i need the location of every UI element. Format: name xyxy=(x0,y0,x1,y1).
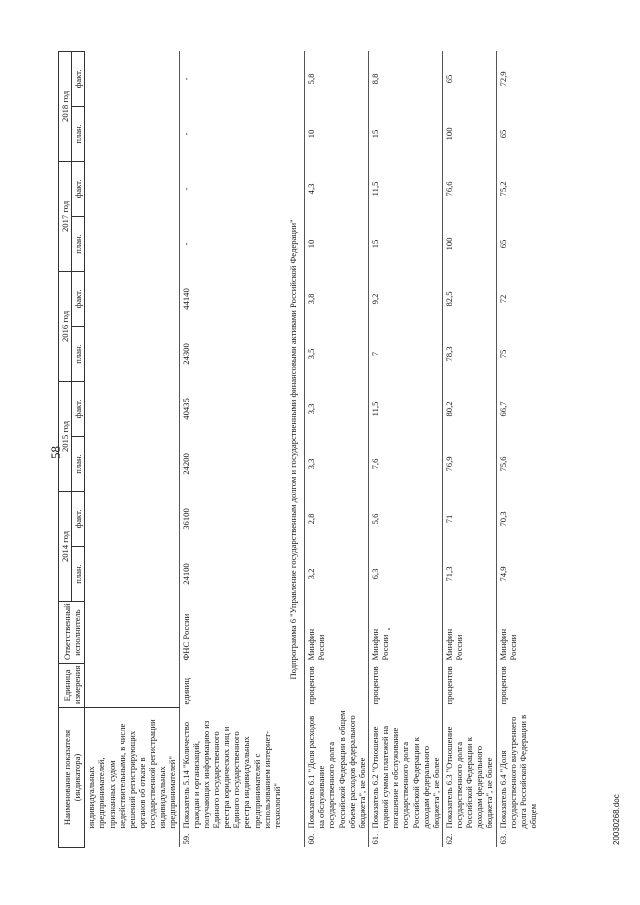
header-fact: факт. xyxy=(72,51,85,106)
plan-value: 24100 xyxy=(179,547,283,602)
header-fact: факт. xyxy=(72,381,85,436)
plan-value: 7,6 xyxy=(368,436,442,491)
plan-value: 78,3 xyxy=(442,326,496,381)
header-row-years xyxy=(59,51,72,847)
header-plan: план. xyxy=(72,216,85,271)
responsible-cell: Минфин России xyxy=(442,602,496,664)
fact-value: 65 xyxy=(442,51,496,106)
plan-value: 65 xyxy=(496,106,539,161)
plan-value: 24200 xyxy=(179,436,283,491)
header-fact: факт. xyxy=(72,491,85,546)
plan-value: 3,3 xyxy=(305,436,369,491)
header-plan: план. xyxy=(72,326,85,381)
page-number: 58 xyxy=(48,446,63,459)
indicator-table xyxy=(58,51,539,848)
fact-value: 4,3 xyxy=(305,161,369,216)
header-year: 2017 год xyxy=(59,161,72,271)
table-row xyxy=(368,51,442,847)
unit-cell: процентов xyxy=(442,664,496,708)
scan-speck xyxy=(388,628,390,630)
plan-value: 3,2 xyxy=(305,547,369,602)
plan-value: 74,9 xyxy=(496,547,539,602)
fact-value: - xyxy=(179,51,283,106)
fact-value: 82,5 xyxy=(442,271,496,326)
fact-value: 11,5 xyxy=(368,161,442,216)
continuation-text: индивидуальных предпринимателей, признанных судом недействительными, в числе решений регистрирующих органов об отказе в государственной регистрации индивидуальных предпринимателей" xyxy=(86,719,178,829)
plan-value: 6,3 xyxy=(368,547,442,602)
header-year: 2014 год xyxy=(59,491,72,601)
table-row xyxy=(442,51,496,847)
row-number: 60. xyxy=(305,832,369,848)
plan-value: 3,5 xyxy=(305,326,369,381)
unit-cell: процентов xyxy=(496,664,539,708)
indicator-name: Показатель 6.1 "Доля расходов на обслуживание государственного долга Российской Федерации в общем объеме расходов федерального бюджета", не более xyxy=(305,708,369,832)
header-responsible: Ответственный исполнитель xyxy=(59,602,85,664)
plan-value: 100 xyxy=(442,216,496,271)
fact-value: 40435 xyxy=(179,381,283,436)
indicator-name: Показатель 6.2 "Отношение годовой суммы платежей на погашение и обслуживание государственного долга Российской Федерации к доходам федерального бюджета", не более xyxy=(368,708,442,832)
fact-value: 71 xyxy=(442,491,496,546)
footer-filename: 20030268.doc xyxy=(612,794,621,845)
responsible-cell: Минфин России xyxy=(368,602,442,664)
fact-value: 3,8 xyxy=(305,271,369,326)
rows-section-5 xyxy=(179,51,283,847)
table-row xyxy=(496,51,539,847)
responsible-cell: ФНС России xyxy=(179,602,283,664)
fact-value: 66,7 xyxy=(496,381,539,436)
responsible-cell: Минфин России xyxy=(305,602,369,664)
header-year: 2016 год xyxy=(59,271,72,381)
plan-value: 7 xyxy=(368,326,442,381)
indicator-name: Показатель 6.4 "Доля государственного внутреннего долга Российской Федерации в общем xyxy=(496,708,539,832)
fact-value: 72 xyxy=(496,271,539,326)
unit-cell: единиц xyxy=(179,664,283,708)
header-year: 2018 год xyxy=(59,51,72,161)
fact-value: 72,9 xyxy=(496,51,539,106)
rows-section-6 xyxy=(305,51,540,847)
fact-value: 5,6 xyxy=(368,491,442,546)
subprogram-title: Подпрограмма 6 "Управление государственным долгом и государственными финансовыми активами Российской Федерации" xyxy=(287,219,298,680)
unit-cell: процентов xyxy=(368,664,442,708)
fact-value: 9,2 xyxy=(368,271,442,326)
indicator-name: Показатель 5.14 "Количество граждан и организаций, получающих информацию из Единого государственного реестра юридических лиц и Единого государственного реестра индивидуальных предпринимателей с использованием интернет-технологий" xyxy=(179,708,283,832)
row-number: 59. xyxy=(179,832,283,848)
header-plan: план. xyxy=(72,106,85,161)
plan-value: 15 xyxy=(368,106,442,161)
fact-value: 76,6 xyxy=(442,161,496,216)
plan-value: 75 xyxy=(496,326,539,381)
plan-value: 65 xyxy=(496,216,539,271)
plan-value: - xyxy=(179,106,283,161)
row-number: 61. xyxy=(368,832,442,848)
plan-value: 10 xyxy=(305,106,369,161)
table-row xyxy=(305,51,369,847)
header-unit: Единица измерения xyxy=(59,664,85,708)
row-number: 63. xyxy=(496,832,539,848)
indicator-name: Показатель 6.3 "Отношение государственного долга Российской Федерации к доходам федерального бюджета", не более xyxy=(442,708,496,832)
plan-value: 24300 xyxy=(179,326,283,381)
fact-value: 44140 xyxy=(179,271,283,326)
plan-value: 76,9 xyxy=(442,436,496,491)
plan-value: 15 xyxy=(368,216,442,271)
fact-value: 11,5 xyxy=(368,381,442,436)
fact-value: 70,3 xyxy=(496,491,539,546)
header-fact: факт. xyxy=(72,271,85,326)
header-plan: план. xyxy=(72,436,85,491)
header-name: Наименование показателя (индикатора) xyxy=(59,708,85,848)
responsible-cell: Минфин России xyxy=(496,602,539,664)
fact-value: 75,2 xyxy=(496,161,539,216)
header-year: 2015 год xyxy=(59,381,72,491)
header-fact: факт. xyxy=(72,161,85,216)
table-row xyxy=(85,51,179,847)
row-number: 62. xyxy=(442,832,496,848)
unit-cell: процентов xyxy=(305,664,369,708)
fact-value: 2,8 xyxy=(305,491,369,546)
plan-value: - xyxy=(179,216,283,271)
table-row xyxy=(179,51,283,847)
plan-value: 75,6 xyxy=(496,436,539,491)
plan-value: 71,3 xyxy=(442,547,496,602)
fact-value: 36100 xyxy=(179,491,283,546)
fact-value: 3,3 xyxy=(305,381,369,436)
plan-value: 10 xyxy=(305,216,369,271)
fact-value: - xyxy=(179,161,283,216)
plan-value: 100 xyxy=(442,106,496,161)
fact-value: 8,8 xyxy=(368,51,442,106)
subprogram-row xyxy=(283,51,305,847)
fact-value: 5,8 xyxy=(305,51,369,106)
header-plan: план. xyxy=(72,547,85,602)
fact-value: 80,2 xyxy=(442,381,496,436)
